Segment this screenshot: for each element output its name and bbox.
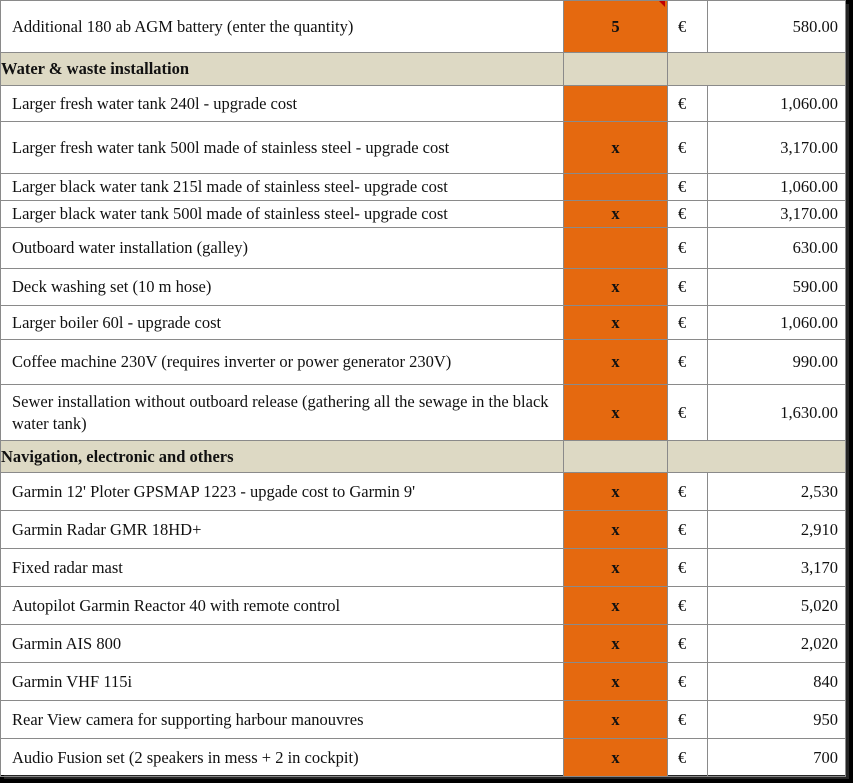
item-price: 3,170 — [708, 549, 846, 587]
item-description: Larger boiler 60l - upgrade cost — [1, 306, 564, 340]
quantity-cell[interactable]: x — [564, 739, 668, 777]
quantity-cell[interactable]: x — [564, 625, 668, 663]
currency-symbol: € — [668, 511, 708, 549]
item-price: 630.00 — [708, 228, 846, 269]
currency-symbol: € — [668, 201, 708, 228]
item-price: 580.00 — [708, 1, 846, 53]
quantity-cell[interactable]: x — [564, 269, 668, 306]
item-price: 2,020 — [708, 625, 846, 663]
quantity-cell[interactable]: x — [564, 306, 668, 340]
table-row — [1, 201, 846, 228]
item-price: 3,170.00 — [708, 122, 846, 174]
currency-symbol: € — [668, 739, 708, 777]
item-description: Garmin VHF 115i — [1, 663, 564, 701]
item-price: 2,910 — [708, 511, 846, 549]
table-row — [1, 663, 846, 701]
section-header-row — [1, 441, 846, 473]
currency-symbol: € — [668, 86, 708, 122]
currency-symbol: € — [668, 549, 708, 587]
item-description: Additional 180 ab AGM battery (enter the quantity) — [1, 1, 564, 53]
table-row — [1, 174, 846, 201]
item-description: Outboard water installation (galley) — [1, 228, 564, 269]
table-row — [1, 739, 846, 777]
item-price: 1,060.00 — [708, 306, 846, 340]
item-price: 1,060.00 — [708, 174, 846, 201]
item-price: 2,530 — [708, 473, 846, 511]
section-blank-cell — [564, 441, 668, 473]
table-row — [1, 385, 846, 441]
quantity-cell[interactable]: x — [564, 201, 668, 228]
quantity-cell[interactable]: x — [564, 385, 668, 441]
item-description: Garmin Radar GMR 18HD+ — [1, 511, 564, 549]
quantity-cell[interactable]: x — [564, 587, 668, 625]
currency-symbol: € — [668, 1, 708, 53]
item-price: 840 — [708, 663, 846, 701]
table-row — [1, 228, 846, 269]
item-price: 950 — [708, 701, 846, 739]
quantity-cell[interactable] — [564, 86, 668, 122]
item-price: 5,020 — [708, 587, 846, 625]
item-price: 990.00 — [708, 340, 846, 385]
section-title: Navigation, electronic and others — [1, 441, 564, 473]
table-row — [1, 625, 846, 663]
quantity-cell[interactable]: x — [564, 511, 668, 549]
table-row — [1, 511, 846, 549]
item-description: Audio Fusion set (2 speakers in mess + 2 in cockpit) — [1, 739, 564, 777]
table-row — [1, 340, 846, 385]
table-row — [1, 701, 846, 739]
currency-symbol: € — [668, 663, 708, 701]
table-row — [1, 306, 846, 340]
item-description: Larger fresh water tank 240l - upgrade cost — [1, 86, 564, 122]
item-price: 1,630.00 — [708, 385, 846, 441]
item-description: Garmin 12' Ploter GPSMAP 1223 - upgade cost to Garmin 9' — [1, 473, 564, 511]
item-description: Larger black water tank 215l made of stainless steel- upgrade cost — [1, 174, 564, 201]
item-description: Larger fresh water tank 500l made of stainless steel - upgrade cost — [1, 122, 564, 174]
item-description: Sewer installation without outboard release (gathering all the sewage in the black water tank) — [1, 385, 564, 441]
item-price: 700 — [708, 739, 846, 777]
quantity-cell[interactable]: x — [564, 340, 668, 385]
currency-symbol: € — [668, 473, 708, 511]
currency-symbol: € — [668, 122, 708, 174]
quantity-cell[interactable]: x — [564, 122, 668, 174]
item-description: Rear View camera for supporting harbour manouvres — [1, 701, 564, 739]
table-row — [1, 549, 846, 587]
table-row — [1, 1, 846, 53]
item-description: Deck washing set (10 m hose) — [1, 269, 564, 306]
item-price: 590.00 — [708, 269, 846, 306]
quantity-cell[interactable]: x — [564, 663, 668, 701]
item-description: Coffee machine 230V (requires inverter or power generator 230V) — [1, 340, 564, 385]
section-blank-cell — [668, 441, 846, 473]
section-blank-cell — [564, 53, 668, 86]
quantity-cell[interactable]: x — [564, 549, 668, 587]
item-price: 1,060.00 — [708, 86, 846, 122]
currency-symbol: € — [668, 701, 708, 739]
item-description: Larger black water tank 500l made of stainless steel- upgrade cost — [1, 201, 564, 228]
table-row — [1, 122, 846, 174]
table-row — [1, 473, 846, 511]
section-header-row — [1, 53, 846, 86]
quantity-cell[interactable] — [564, 228, 668, 269]
currency-symbol: € — [668, 228, 708, 269]
currency-symbol: € — [668, 625, 708, 663]
currency-symbol: € — [668, 385, 708, 441]
currency-symbol: € — [668, 269, 708, 306]
quantity-cell[interactable]: x — [564, 701, 668, 739]
currency-symbol: € — [668, 587, 708, 625]
section-title: Water & waste installation — [1, 53, 564, 86]
table-row — [1, 587, 846, 625]
currency-symbol: € — [668, 306, 708, 340]
table-row — [1, 86, 846, 122]
item-price: 3,170.00 — [708, 201, 846, 228]
item-description: Fixed radar mast — [1, 549, 564, 587]
item-description: Garmin AIS 800 — [1, 625, 564, 663]
item-description: Autopilot Garmin Reactor 40 with remote control — [1, 587, 564, 625]
quantity-cell[interactable] — [564, 174, 668, 201]
table-row — [1, 269, 846, 306]
quantity-cell[interactable]: 5 — [564, 1, 668, 53]
section-blank-cell — [668, 53, 846, 86]
currency-symbol: € — [668, 174, 708, 201]
currency-symbol: € — [668, 340, 708, 385]
quantity-cell[interactable]: x — [564, 473, 668, 511]
comment-marker-icon[interactable] — [659, 1, 665, 7]
